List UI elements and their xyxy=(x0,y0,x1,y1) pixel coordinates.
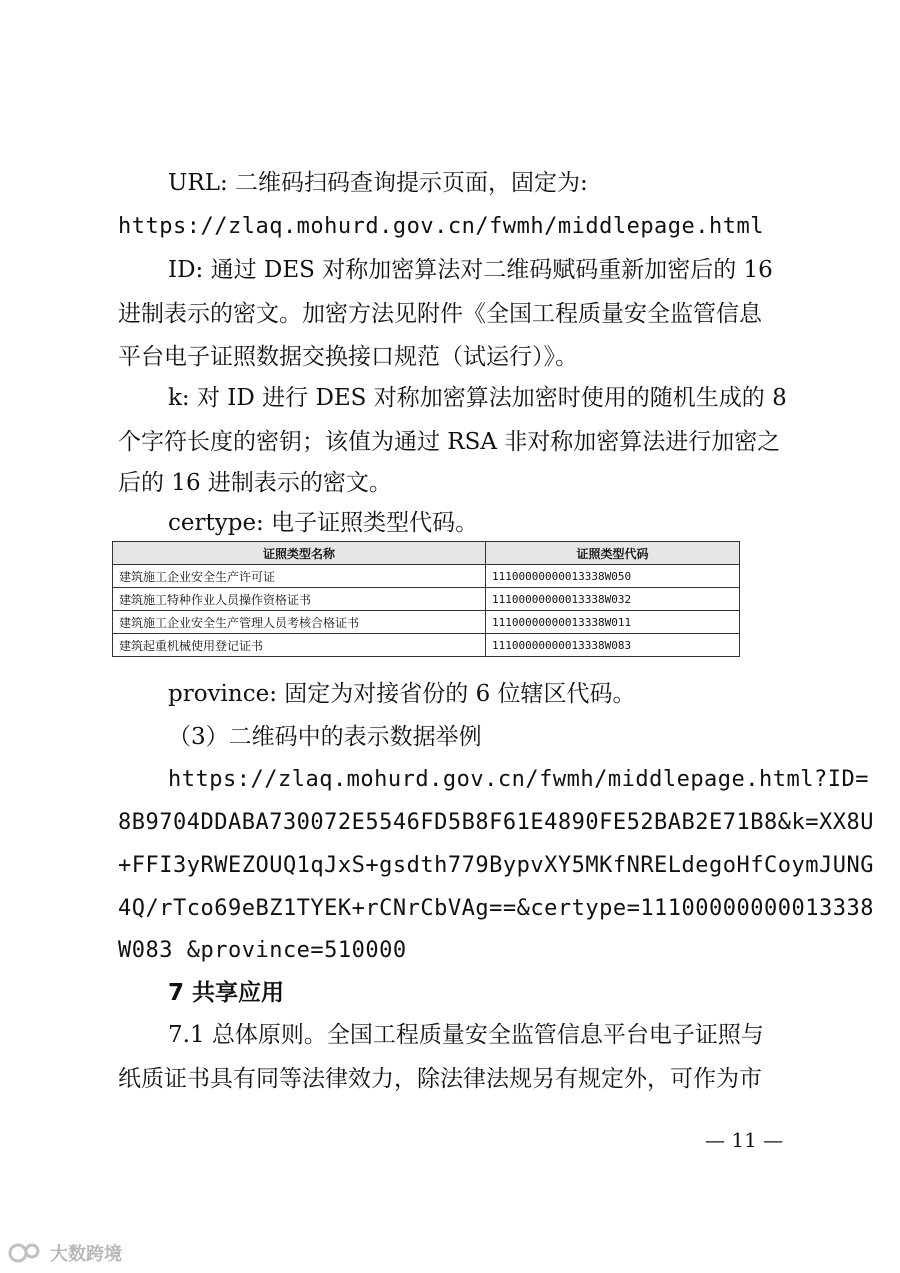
header-cert-code: 证照类型代码 xyxy=(486,542,740,565)
section-heading: 7 共享应用 xyxy=(168,980,285,1006)
section-line-2: 纸质证书具有同等法律效力，除法律法规另有规定外，可作为市 xyxy=(118,1066,762,1092)
watermark-logo-icon xyxy=(8,1241,44,1265)
example-line-2: 8B9704DDABA730072E5546FD5B8F61E4890FE52BAB2E71B8&k=XX8U xyxy=(118,810,874,835)
url-description: URL: 二维码扫码查询提示页面，固定为: xyxy=(168,170,588,196)
cert-name: 建筑起重机械使用登记证书 xyxy=(113,634,486,657)
table-row xyxy=(113,565,740,588)
province-line: province: 固定为对接省份的 6 位辖区代码。 xyxy=(168,681,636,707)
cert-code: 11100000000013338W050 xyxy=(486,565,740,588)
cert-code: 11100000000013338W011 xyxy=(486,611,740,634)
example-heading: （3）二维码中的表示数据举例 xyxy=(168,724,482,750)
table-row xyxy=(113,588,740,611)
certype-line: certype: 电子证照类型代码。 xyxy=(168,510,479,536)
table-row xyxy=(113,634,740,657)
k-line-1: k: 对 ID 进行 DES 对称加密算法加密时使用的随机生成的 8 xyxy=(168,385,787,411)
example-line-4: 4Q/rTco69eBZ1TYEK+rCNrCbVAg==&certype=11100000000013338 xyxy=(118,896,874,921)
k-line-2: 个字符长度的密钥；该值为通过 RSA 非对称加密算法进行加密之 xyxy=(118,429,781,455)
section-line-1: 7.1 总体原则。全国工程质量安全监管信息平台电子证照与 xyxy=(168,1022,764,1048)
k-line-3: 后的 16 进制表示的密文。 xyxy=(118,470,392,496)
example-line-1: https://zlaq.mohurd.gov.cn/fwmh/middlepage.html?ID= xyxy=(168,767,870,792)
cert-code: 11100000000013338W083 xyxy=(486,634,740,657)
cert-code: 11100000000013338W032 xyxy=(486,588,740,611)
id-line-1: ID: 通过 DES 对称加密算法对二维码赋码重新加密后的 16 xyxy=(168,257,773,283)
url-value: https://zlaq.mohurd.gov.cn/fwmh/middlepage.html xyxy=(118,214,765,239)
header-cert-name: 证照类型名称 xyxy=(113,542,486,565)
id-line-2: 进制表示的密文。加密方法见附件《全国工程质量安全监管信息 xyxy=(118,301,762,327)
cert-name: 建筑施工特种作业人员操作资格证书 xyxy=(113,588,486,611)
watermark xyxy=(8,1240,122,1266)
example-line-5: W083 &province=510000 xyxy=(118,938,407,963)
id-line-3: 平台电子证照数据交换接口规范（试运行）》。 xyxy=(118,344,578,370)
table-header-row xyxy=(113,542,740,565)
cert-name: 建筑施工企业安全生产管理人员考核合格证书 xyxy=(113,611,486,634)
certificate-type-table xyxy=(112,541,740,657)
example-line-3: +FFI3yRWEZOUQ1qJxS+gsdth779BypvXY5MKfNRELdegoHfCoymJUNG xyxy=(118,853,874,878)
watermark-text: 大数跨境 xyxy=(50,1244,122,1265)
cert-name: 建筑施工企业安全生产许可证 xyxy=(113,565,486,588)
page-number: — 11 — xyxy=(705,1128,784,1152)
table-row xyxy=(113,611,740,634)
